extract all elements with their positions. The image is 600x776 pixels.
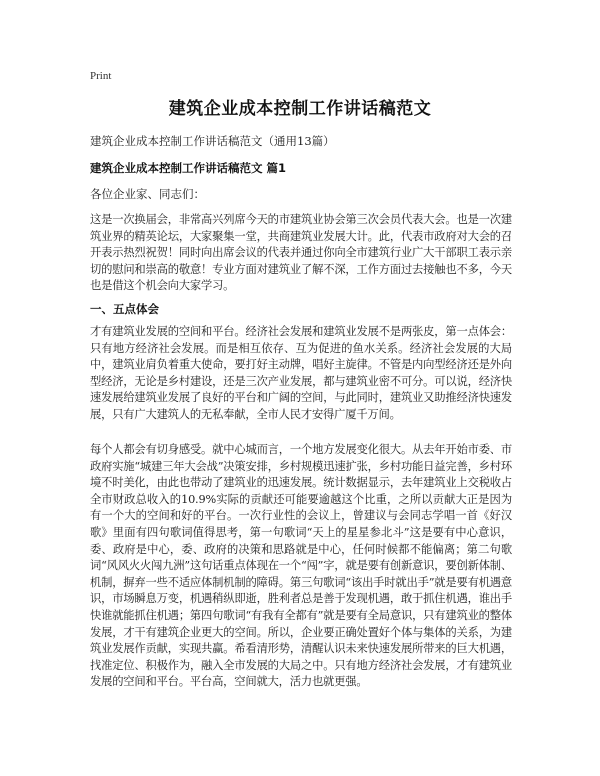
document-subtitle: 建筑企业成本控制工作讲话稿范文（通用13篇） (90, 134, 335, 148)
paragraph-intro: 这是一次换届会，非常高兴列席今天的市建筑业协会第三次会员代表大会。也是一次建筑业界的精英论坛，大家聚集一堂，共商建筑业发展大计。此，代表市政府对大会的召开表示热烈祝贺！同时向出席会议的代表并通过你向全市建筑行业广大干部职工表示亲切的慰问和崇高的敬意！专业方面对建筑业了解不深，工作方面过去接触也不多，今天也是借这个机会向大家学习。 (90, 213, 512, 293)
article-heading: 建筑企业成本控制工作讲话稿范文 篇1 (90, 161, 287, 175)
print-label: Print (90, 70, 112, 82)
greeting: 各位企业家、同志们： (90, 187, 205, 201)
paragraph-2: 才有建筑业发展的空间和平台。经济社会发展和建筑业发展不是两张皮，第一点体会：只有地方经济社会发展。而是相互依存、互为促进的鱼水关系。经济社会发展的大局中，建筑业肩负着重大使命，要打好主动牌，唱好主旋律。不管是内向型经济还是外向型经济，无论是乡村建设，还是三次产业发展，都与建筑业密不可分。可以说，经济快速发展给建筑业发展了良好的平台和广阔的空间，与此同时，建筑业又助推经济快速发展，只有广大建筑人的无私奉献，全市人民才安得广厦千万间。 (90, 325, 512, 421)
paragraph-3: 每个人都会有切身感受。就中心城而言，一个地方发展变化很大。从去年开始市委、市政府实施“城建三年大会战”决策安排，乡村规模迅速扩张，乡村功能日益完善，乡村环境不时美化，由此也带动了建筑业的迅速发展。统计数据显示，去年建筑业上交税收占全市财政总收入的10.9%实际的贡献还可能要逾越这个比重，之所以贡献大正是因为有一个大的空间和好的平台。一次行业性的会议上，曾建议与会同志学唱一首《好汉歌》里面有四句歌词值得思考，第一句歌词“天上的星星参北斗”这是要有中心意识，委、政府是中心，委、政府的决策和思路就是中心，任何时候都不能偏离；第二句歌词“风风火火闯九洲”这句话重点体现在一个“闯”字，就是要有创新意识，要创新体制、机制，摒弃一些不适应体制机制的障碍。第三句歌词“该出手时就出手”就是要有机遇意识，市场瞬息万变，机遇稍纵即逝，胜利者总是善于发现机遇，敢于抓住机遇，谁出手快谁就能抓住机遇；第四句歌词“有我有全都有”就是要有全局意识，只有建筑业的整体发展，才干有建筑企业更大的空间。所以，企业要正确处置好个体与集体的关系，为建筑业发展作贡献，实现共赢。希看清形势，清醒认识未来快速发展所带来的巨大机遇，找准定位、积极作为，融入全市发展的大局之中。只有地方经济社会发展，才有建筑业发展的空间和平台。平台高，空间就大，活力也就更强。 (90, 443, 512, 689)
section-heading-1: 一、五点体会 (90, 302, 159, 316)
document-title: 建筑企业成本控制工作讲话稿范文 (168, 99, 432, 119)
